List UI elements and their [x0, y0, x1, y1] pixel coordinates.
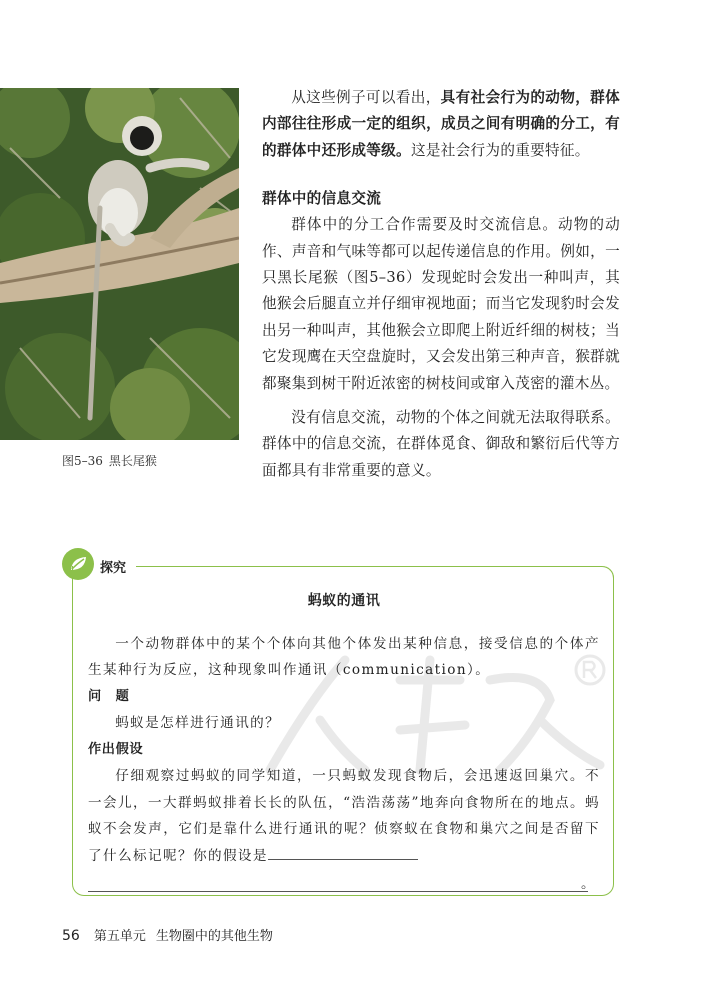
- question-label: 问 题: [88, 688, 130, 704]
- hypothesis-text: [88, 763, 600, 869]
- explore-title: 蚂蚁的通讯: [307, 593, 381, 609]
- section-heading: 群体中的信息交流: [262, 190, 382, 208]
- footer-unit: 第五单元: [93, 929, 146, 944]
- paragraph1-lead: 从这些例子可以看出，: [291, 89, 441, 106]
- figure-caption: [62, 452, 157, 469]
- monkey-photo: [0, 88, 239, 440]
- page-footer: [62, 925, 273, 944]
- hypothesis-body: 仔细观察过蚂蚁的同学知道，一只蚂蚁发现食物后，会迅速返回巢穴。不一会儿，一大群蚂蚁排着长长的队伍，“浩浩荡荡”地奔向食物所在的地点。蚂蚁不会发声，它们是靠什么进行通讯的呢？侦察蚁在食物和巢穴之间是否留下了什么标记呢？你的假设是: [88, 768, 600, 864]
- paragraph-social-behavior: [262, 85, 620, 164]
- paragraph-information-exchange: 群体中的分工合作需要及时交流信息。动物的动作、声音和气味等都可以起传递信息的作用。例如，一只黑长尾猴（图5–36）发现蛇时会发出一种叫声，其他猴会后腿直立并仔细审视地面；而当它发现豹时会发出另一种叫声，其他猴会立即爬上附近纤细的树枝；当它发现鹰在天空盘旋时，又会发出第三种声音，猴群就都聚集到树干附近浓密的树枝间或窜入茂密的灌木丛。: [262, 216, 620, 392]
- question-text: 蚂蚁是怎样进行通讯的？: [115, 715, 281, 731]
- explore-intro: 一个动物群体中的某个个体向其他个体发出某种信息，接受信息的个体产生某种行为反应，这种现象叫作通讯（communication）。: [88, 635, 600, 678]
- hypothesis-end-mark: 。: [581, 875, 596, 892]
- paragraph1-bold: 具有社会行为的动物，群体内部往往形成一定的组织，成员之间有明确的分工，有的群体中还形成等级。: [262, 89, 620, 159]
- footer-unit-title: 生物圈中的其他生物: [155, 929, 273, 944]
- figure-caption-text: 黑长尾猴: [108, 454, 157, 468]
- explore-box-corner: [600, 566, 614, 580]
- hypothesis-blank[interactable]: [268, 845, 418, 860]
- hypothesis-blank-line[interactable]: [88, 869, 596, 892]
- main-text-column: [262, 85, 620, 484]
- paragraph1-tail: 这是社会行为的重要特征。: [410, 141, 590, 159]
- explore-content: [88, 588, 600, 892]
- hypothesis-label: 作出假设: [88, 741, 144, 757]
- page-number: 56: [62, 928, 80, 944]
- explore-label: 探究: [100, 561, 127, 576]
- figure-number: 图5–36: [62, 454, 103, 468]
- paragraph-significance: 没有信息交流，动物的个体之间就无法取得联系。群体中的信息交流，在群体觅食、御敌和繁衍后代等方面都具有非常重要的意义。: [262, 409, 620, 479]
